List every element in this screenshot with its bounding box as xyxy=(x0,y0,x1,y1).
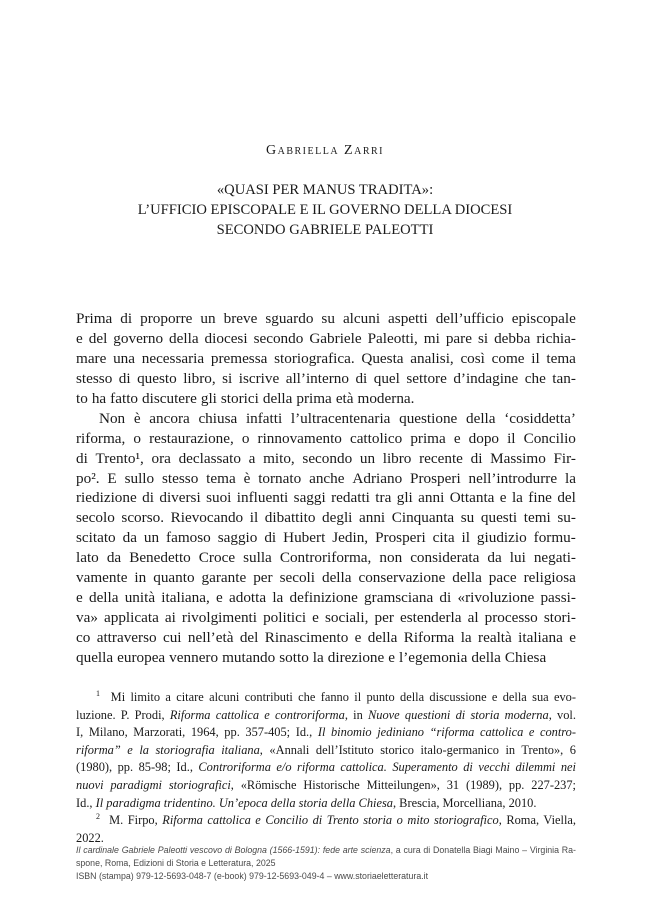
body-word: scitato xyxy=(76,529,116,547)
body-word: d’indagine xyxy=(453,369,519,387)
body-word: Questa xyxy=(361,349,404,367)
body-word: po². xyxy=(76,469,100,487)
body-word: sotto xyxy=(279,648,309,666)
body-word: co xyxy=(76,629,91,646)
body-word: quanto xyxy=(153,569,195,587)
body-line xyxy=(76,528,576,548)
body-line xyxy=(76,588,576,608)
body-word: E xyxy=(107,469,117,487)
body-word: prima xyxy=(296,389,332,407)
body-word: Cinquanta xyxy=(391,509,455,527)
body-word: l’ultracentenaria xyxy=(290,409,391,427)
body-word: della xyxy=(321,569,352,587)
footnote-text: , in xyxy=(344,707,369,722)
body-word: e xyxy=(499,489,507,507)
footnote-line xyxy=(76,742,576,760)
footer-line-1 xyxy=(76,844,576,857)
body-word: nell’età xyxy=(187,629,234,646)
body-word: all’interno xyxy=(285,369,349,387)
body-word: e xyxy=(388,648,396,666)
body-word: Benedetto xyxy=(129,549,191,567)
body-word: «rivoluzione xyxy=(457,589,535,607)
body-word: diocesi xyxy=(204,329,248,347)
body-word: realtà xyxy=(478,629,512,646)
body-word: mito, xyxy=(263,449,295,467)
body-word: saggio xyxy=(217,529,258,547)
body-word: cui xyxy=(162,629,182,646)
footnote-line xyxy=(76,724,576,742)
body-word: storiografica. xyxy=(274,349,355,367)
body-word: o xyxy=(133,429,141,447)
body-word: italiana, xyxy=(161,589,210,607)
body-word: va» xyxy=(76,609,98,627)
body-word: di xyxy=(264,529,277,547)
body-word: Prosperi xyxy=(375,529,426,547)
body-word: ‘cosiddetta’ xyxy=(504,409,576,427)
body-word: e xyxy=(216,589,223,607)
body-word: analisi, xyxy=(410,349,454,367)
footnote-italic: Riforma cattolica e controriforma xyxy=(169,707,345,722)
footnote-line: 2022. xyxy=(76,830,104,845)
body-word: il xyxy=(531,349,540,367)
body-word: settore xyxy=(406,369,447,387)
body-word: si xyxy=(477,329,489,347)
body-word: vamente xyxy=(76,569,128,587)
title-line-2: L’UFFICIO EPISCOPALE E IL GOVERNO DELLA DIOCESI xyxy=(137,202,513,218)
body-word: la xyxy=(511,489,523,507)
footnote-text: Id., xyxy=(76,795,96,810)
body-word: secondo xyxy=(253,329,304,347)
body-word: ai xyxy=(164,609,176,627)
body-word: della xyxy=(169,329,199,347)
body-word: stori- xyxy=(543,609,576,627)
body-word: dell’ufficio xyxy=(435,310,504,327)
body-word: proporre xyxy=(140,310,193,327)
body-word: diversi xyxy=(159,489,201,507)
footnote-italic: Controriforma e/o riforma cattolica. Superamento di vecchi dilemmi nei xyxy=(198,760,576,775)
footnote-marker: 1 xyxy=(96,688,100,698)
body-word: del xyxy=(557,489,576,507)
body-word: restaurazione, xyxy=(149,429,234,447)
body-word: Gabriele xyxy=(309,329,362,347)
body-word: di xyxy=(355,369,368,387)
body-word: applicata xyxy=(104,609,159,627)
body-word: stesso xyxy=(76,369,113,387)
footnote-text: , «Römische Historische Mitteilungen», 31 (1989), pp. 227-237; xyxy=(230,777,576,792)
body-word: adotta xyxy=(228,589,267,607)
body-word: Non xyxy=(99,409,126,427)
body-word: del xyxy=(239,629,259,646)
body-word: degli xyxy=(322,509,353,527)
body-word: saggi xyxy=(293,489,326,507)
body-word: Fir- xyxy=(553,449,576,467)
footnote-line xyxy=(76,707,576,725)
footer-book-title: Il cardinale Gabriele Paleotti vescovo di Bologna (1566-1591): fede arte scienza xyxy=(76,845,391,855)
body-word: e xyxy=(312,609,319,627)
body-word: aspetti xyxy=(388,310,428,327)
body-word: direzione xyxy=(327,648,385,666)
body-word: per xyxy=(374,609,394,627)
body-word: sullo xyxy=(124,469,155,487)
body-line xyxy=(76,329,576,349)
body-word: politici xyxy=(263,609,307,627)
body-word: della xyxy=(88,589,119,607)
body-word: un xyxy=(143,529,160,547)
body-word: negati- xyxy=(533,549,576,567)
body-word: riforma, xyxy=(76,429,126,447)
body-word: richia- xyxy=(536,329,576,347)
body-word: pare xyxy=(445,329,472,347)
footnote-2 xyxy=(76,812,576,830)
body-word: la xyxy=(564,469,576,487)
body-word: fatto xyxy=(110,389,139,407)
footer-line-3: ISBN (stampa) 979-12-5693-048-7 (e-book) 979-12-5693-049-4 – www.storiaeletteratura.it xyxy=(76,871,429,882)
body-word: processo xyxy=(484,609,538,627)
body-word: Trento¹, xyxy=(95,449,144,467)
body-word: gramsciana xyxy=(364,589,434,607)
body-word: di xyxy=(76,449,88,467)
body-word: secoli xyxy=(279,569,315,587)
body-word: garante xyxy=(201,569,247,587)
footnote-line xyxy=(76,777,576,795)
body-word: giudizio xyxy=(476,529,527,547)
body-word: da xyxy=(106,549,122,567)
body-word: in xyxy=(134,569,147,587)
body-word: quella xyxy=(76,648,114,666)
title-line-3: SECONDO GABRIELE PALEOTTI xyxy=(216,222,434,238)
chapter-title xyxy=(40,180,610,240)
body-word: breve xyxy=(223,310,258,327)
body-word: religiosa xyxy=(523,569,576,587)
body-word: il xyxy=(507,429,516,447)
body-word: iscrive xyxy=(238,369,280,387)
body-word: di xyxy=(118,369,131,387)
body-word: rinnovamento xyxy=(257,429,342,447)
footnote-text: (1980), pp. 85-98; Id., xyxy=(76,760,199,775)
footnote-1 xyxy=(76,689,576,707)
body-line xyxy=(76,548,576,568)
body-word: rivolgimenti xyxy=(181,609,257,627)
body-word: quel xyxy=(373,369,400,387)
body-line xyxy=(76,648,576,668)
body-line xyxy=(76,349,576,369)
body-word: cita xyxy=(432,529,455,547)
body-word: tema xyxy=(206,469,236,487)
body-line xyxy=(76,608,576,628)
body-word: e xyxy=(569,629,576,646)
body-word: l’egemonia xyxy=(399,648,468,666)
body-word: influenti xyxy=(236,489,289,507)
footnote-italic: riforma” e la storiografia italiana xyxy=(76,742,260,757)
body-word: al xyxy=(467,609,479,627)
footnote-text: Mi limito a citare alcuni contributi che fanno il punto della discussione e della sua evo- xyxy=(110,690,577,704)
footnote-italic: Il paradigma tridentino. Un’epoca della storia della Chiesa xyxy=(95,795,393,810)
body-word: cattolico xyxy=(349,429,403,447)
body-word: della xyxy=(466,409,496,427)
footnotes xyxy=(76,689,576,847)
body-word: ha xyxy=(91,389,107,407)
body-line xyxy=(76,389,576,409)
body-word: su xyxy=(460,509,475,527)
body-word: suoi xyxy=(206,489,232,507)
body-word: considerata xyxy=(410,549,480,567)
body-word: il xyxy=(249,509,259,527)
body-word: sguardo xyxy=(265,310,314,327)
body-line xyxy=(76,409,576,429)
body-word: chiusa xyxy=(198,409,238,427)
body-word: anni xyxy=(358,509,386,527)
footnote-text: M. Firpo, xyxy=(109,813,163,828)
body-word: così xyxy=(460,349,485,367)
body-line xyxy=(76,309,576,329)
body-word: della xyxy=(471,648,501,666)
body-word: scorso. xyxy=(121,509,165,527)
body-word: declassato xyxy=(178,449,241,467)
body-word: temi xyxy=(523,509,551,527)
body-word: sociali, xyxy=(324,609,369,627)
body-word: Jedin, xyxy=(332,529,369,547)
body-word: prima xyxy=(410,429,446,447)
body-word: e xyxy=(76,329,83,347)
body-word: di xyxy=(142,489,154,507)
body-line xyxy=(76,369,576,389)
body-word: redatti xyxy=(331,489,370,507)
footnote-text: , Roma, Viella, xyxy=(498,813,576,828)
body-line xyxy=(76,488,576,508)
body-word: Hubert xyxy=(283,529,326,547)
body-word: libro, xyxy=(183,369,216,387)
body-word: della xyxy=(367,629,398,646)
footnote-text: I, Milano, Marzorati, 1964, pp. 357-405; Id., xyxy=(76,725,318,740)
body-word: debba xyxy=(494,329,531,347)
body-word: moderna. xyxy=(357,389,415,407)
body-word: nell’introdurre xyxy=(468,469,558,487)
body-word: dopo xyxy=(468,429,499,447)
body-word: famoso xyxy=(166,529,211,547)
body-word: è xyxy=(243,469,251,487)
body-word: Riforma xyxy=(403,629,455,646)
body-word: il xyxy=(461,529,470,547)
body-word: e xyxy=(354,629,362,646)
body-word: Paleotti, xyxy=(367,329,418,347)
body-word: a xyxy=(248,449,256,467)
body-word: unità xyxy=(124,589,156,607)
body-word: una xyxy=(113,349,136,367)
body-word: di xyxy=(439,589,452,607)
body-word: su- xyxy=(557,509,576,527)
body-word: o xyxy=(241,429,250,447)
body-word: governo xyxy=(113,329,164,347)
body-word: Adriano xyxy=(352,469,403,487)
body-word: alcuni xyxy=(342,310,381,327)
body-word: formu- xyxy=(533,529,576,547)
body-word: dibattito xyxy=(264,509,316,527)
body-word: un xyxy=(359,449,376,467)
footer-line-2: spone, Roma, Edizioni di Storia e Letteratura, 2025 xyxy=(76,858,276,869)
body-word: secondo xyxy=(302,449,353,467)
body-word: la xyxy=(312,648,324,666)
body-word: la xyxy=(460,629,472,646)
body-word: questione xyxy=(399,409,458,427)
body-word: mare xyxy=(76,349,107,367)
body-word: che xyxy=(524,369,546,387)
body-word: questo xyxy=(137,369,177,387)
body-word: lato xyxy=(76,549,99,567)
body-word: libro xyxy=(382,449,412,467)
body-word: pace xyxy=(488,569,517,587)
footnote-italic: Nuove questioni di storia moderna xyxy=(368,707,549,722)
body-word: mi xyxy=(423,329,440,347)
body-word: la xyxy=(272,589,284,607)
body-word: mutando xyxy=(222,648,276,666)
footnote-italic: Il binomio jediniano “riforma cattolica e contro- xyxy=(317,725,576,740)
body-word: anche xyxy=(309,469,345,487)
body-word: questi xyxy=(480,509,518,527)
footnote-italic: nuovi paradigmi storiografici xyxy=(76,777,231,792)
body-word: necessaria xyxy=(141,349,205,367)
body-word: conservazione xyxy=(358,569,446,587)
body-word: Concilio xyxy=(523,429,576,447)
body-word: episcopale xyxy=(511,310,576,327)
body-word: storici xyxy=(220,389,259,407)
body-word: infatti xyxy=(245,409,283,427)
body-word: gli xyxy=(200,389,217,407)
publication-footer xyxy=(76,844,576,884)
body-word: Rinascimento xyxy=(264,629,349,646)
body-word: di xyxy=(470,449,483,467)
body-word: europea xyxy=(117,648,166,666)
body-line xyxy=(76,568,576,588)
body-word: vennero xyxy=(169,648,219,666)
footer-text: , a cura di Donatella Biagi Maino – Virginia Ra- xyxy=(390,845,576,855)
footnote-line xyxy=(76,759,576,777)
body-word: fine xyxy=(528,489,552,507)
body-word: della xyxy=(262,389,293,407)
body-word: tema xyxy=(546,349,576,367)
title-line-1: «QUASI PER MANUS TRADITA»: xyxy=(216,182,434,198)
body-word: Rievocando xyxy=(170,509,244,527)
body-word: Prosperi xyxy=(410,469,461,487)
body-word: premessa xyxy=(210,349,268,367)
body-word: to xyxy=(76,389,88,407)
body-word: Massimo xyxy=(490,449,546,467)
body-word: Controriforma, xyxy=(279,549,372,567)
author-name: Gabriella Zarri xyxy=(266,143,384,158)
body-word: anni xyxy=(418,489,445,507)
body-line xyxy=(76,508,576,528)
footnote-text: , «Annali dell’Istituto storico italo-germanico in Trento», 6 xyxy=(259,742,577,757)
body-word: passi- xyxy=(540,589,576,607)
body-word: attraverso xyxy=(96,629,157,646)
body-word: estenderla xyxy=(399,609,462,627)
footnote-line xyxy=(76,795,576,813)
body-word: del xyxy=(88,329,108,347)
body-word: di xyxy=(120,310,133,327)
body-word: si xyxy=(222,369,233,387)
body-word: lui xyxy=(509,549,526,567)
body-word: gli xyxy=(396,489,413,507)
body-word: stesso xyxy=(162,469,199,487)
body-word: da xyxy=(487,549,502,567)
body-word: tra xyxy=(375,489,392,507)
body-word: discutere xyxy=(142,389,197,407)
body-word: sulla xyxy=(243,549,272,567)
footnote-marker: 2 xyxy=(96,812,100,822)
body-word: è xyxy=(133,409,141,427)
body-word: da xyxy=(122,529,137,547)
body-word: su xyxy=(321,310,335,327)
body-word: Chiesa xyxy=(504,648,547,666)
body-word: Croce xyxy=(198,549,236,567)
body-word: recente xyxy=(419,449,463,467)
body-line xyxy=(76,429,576,449)
body-word: Ottanta xyxy=(449,489,495,507)
body-word: ora xyxy=(151,449,171,467)
body-word: tornato xyxy=(258,469,302,487)
body-line xyxy=(76,628,576,648)
body-word: Prima xyxy=(76,310,113,327)
body-word: e xyxy=(76,589,83,607)
body-word: ancora xyxy=(149,409,190,427)
body-word: età xyxy=(335,389,354,407)
footnote-italic: Riforma cattolica e Concilio di Trento storia o mito storiografico xyxy=(162,813,499,828)
body-word: secolo xyxy=(76,509,115,527)
body-line xyxy=(76,449,576,469)
body-word: della xyxy=(452,569,482,587)
footnote-text: , vol. xyxy=(548,707,576,722)
body-text xyxy=(76,309,576,668)
footnote-text: , Brescia, Morcelliana, 2010. xyxy=(392,795,537,810)
body-word: per xyxy=(253,569,273,587)
footnote-text: luzione. P. Prodi, xyxy=(76,707,170,722)
body-word: e xyxy=(453,429,461,447)
body-word: come xyxy=(491,349,525,367)
body-word: un xyxy=(200,310,216,327)
body-word: riedizione xyxy=(76,489,137,507)
body-word: tan- xyxy=(552,369,576,387)
body-word: non xyxy=(379,549,403,567)
body-word: italiana xyxy=(518,629,563,646)
body-word: definizione xyxy=(289,589,358,607)
body-line xyxy=(76,469,576,489)
